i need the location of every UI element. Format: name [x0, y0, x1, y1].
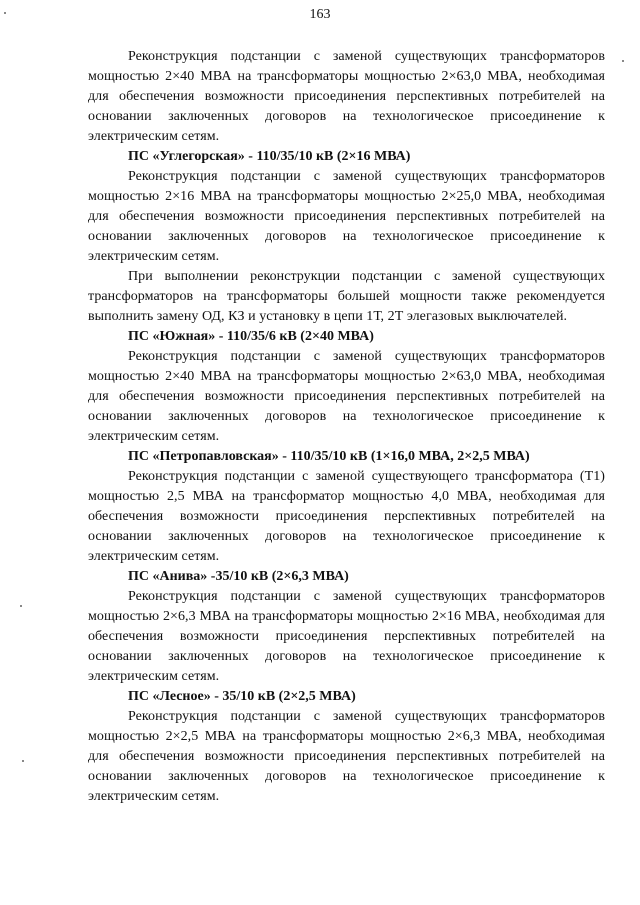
paragraph: При выполнении реконструкции подстанции с заменой существующих трансформаторов на трансформаторы большей мощности также рекомендуется выполнить замену ОД, КЗ и установку в цепи 1Т, 2Т элегазовых выключателей. [88, 269, 605, 324]
paragraph: Реконструкция подстанции с заменой существующих трансформаторов мощностью 2×16 МВА на трансформаторы мощностью 2×25,0 МВА, необходимая для обеспечения возможности присоединения перспективных потребителей на основании заключенных договоров на технологическое присоединение к электрическим сетям. [88, 169, 605, 264]
page-body [88, 47, 605, 807]
paragraph: Реконструкция подстанции с заменой существующих трансформаторов мощностью 2×40 МВА на трансформаторы мощностью 2×63,0 МВА, необходимая для обеспечения возможности присоединения перспективных потребителей на основании заключенных договоров на технологическое присоединение к электрическим сетям. [88, 349, 605, 444]
scan-speck [4, 12, 6, 14]
paragraph: Реконструкция подстанции с заменой существующих трансформаторов мощностью 2×40 МВА на трансформаторы мощностью 2×63,0 МВА, необходимая для обеспечения возможности присоединения перспективных потребителей на основании заключенных договоров на технологическое присоединение к электрическим сетям. [88, 49, 605, 144]
scan-speck [622, 60, 624, 62]
paragraph: Реконструкция подстанции с заменой существующего трансформатора (Т1) мощностью 2,5 МВА на трансформатор мощностью 4,0 МВА, необходимая для обеспечения возможности присоединения перспективных потребителей на основании заключенных договоров на технологическое присоединение к электрическим сетям. [88, 469, 605, 564]
section-heading-aniva: ПС «Анива» -35/10 кВ (2×6,3 МВА) [128, 569, 349, 584]
page-number: 163 [309, 7, 331, 22]
section-heading-petropavlovskaya: ПС «Петропавловская» - 110/35/10 кВ (1×16,0 МВА, 2×2,5 МВА) [128, 449, 530, 464]
scan-speck [20, 605, 22, 607]
paragraph: Реконструкция подстанции с заменой существующих трансформаторов мощностью 2×6,3 МВА на трансформаторы мощностью 2×16 МВА, необходимая для обеспечения возможности присоединения перспективных потребителей на основании заключенных договоров на технологическое присоединение к электрическим сетям. [88, 589, 605, 684]
section-heading-yuzhnaya: ПС «Южная» - 110/35/6 кВ (2×40 МВА) [128, 329, 374, 344]
scan-speck [22, 760, 24, 762]
section-heading-lesnoe: ПС «Лесное» - 35/10 кВ (2×2,5 МВА) [128, 689, 356, 704]
paragraph: Реконструкция подстанции с заменой существующих трансформаторов мощностью 2×2,5 МВА на трансформаторы мощностью 2×6,3 МВА, необходимая для обеспечения возможности присоединения перспективных потребителей на основании заключенных договоров на технологическое присоединение к электрическим сетям. [88, 709, 605, 804]
section-heading-uglegorskaya: ПС «Углегорская» - 110/35/10 кВ (2×16 МВА) [128, 149, 411, 164]
